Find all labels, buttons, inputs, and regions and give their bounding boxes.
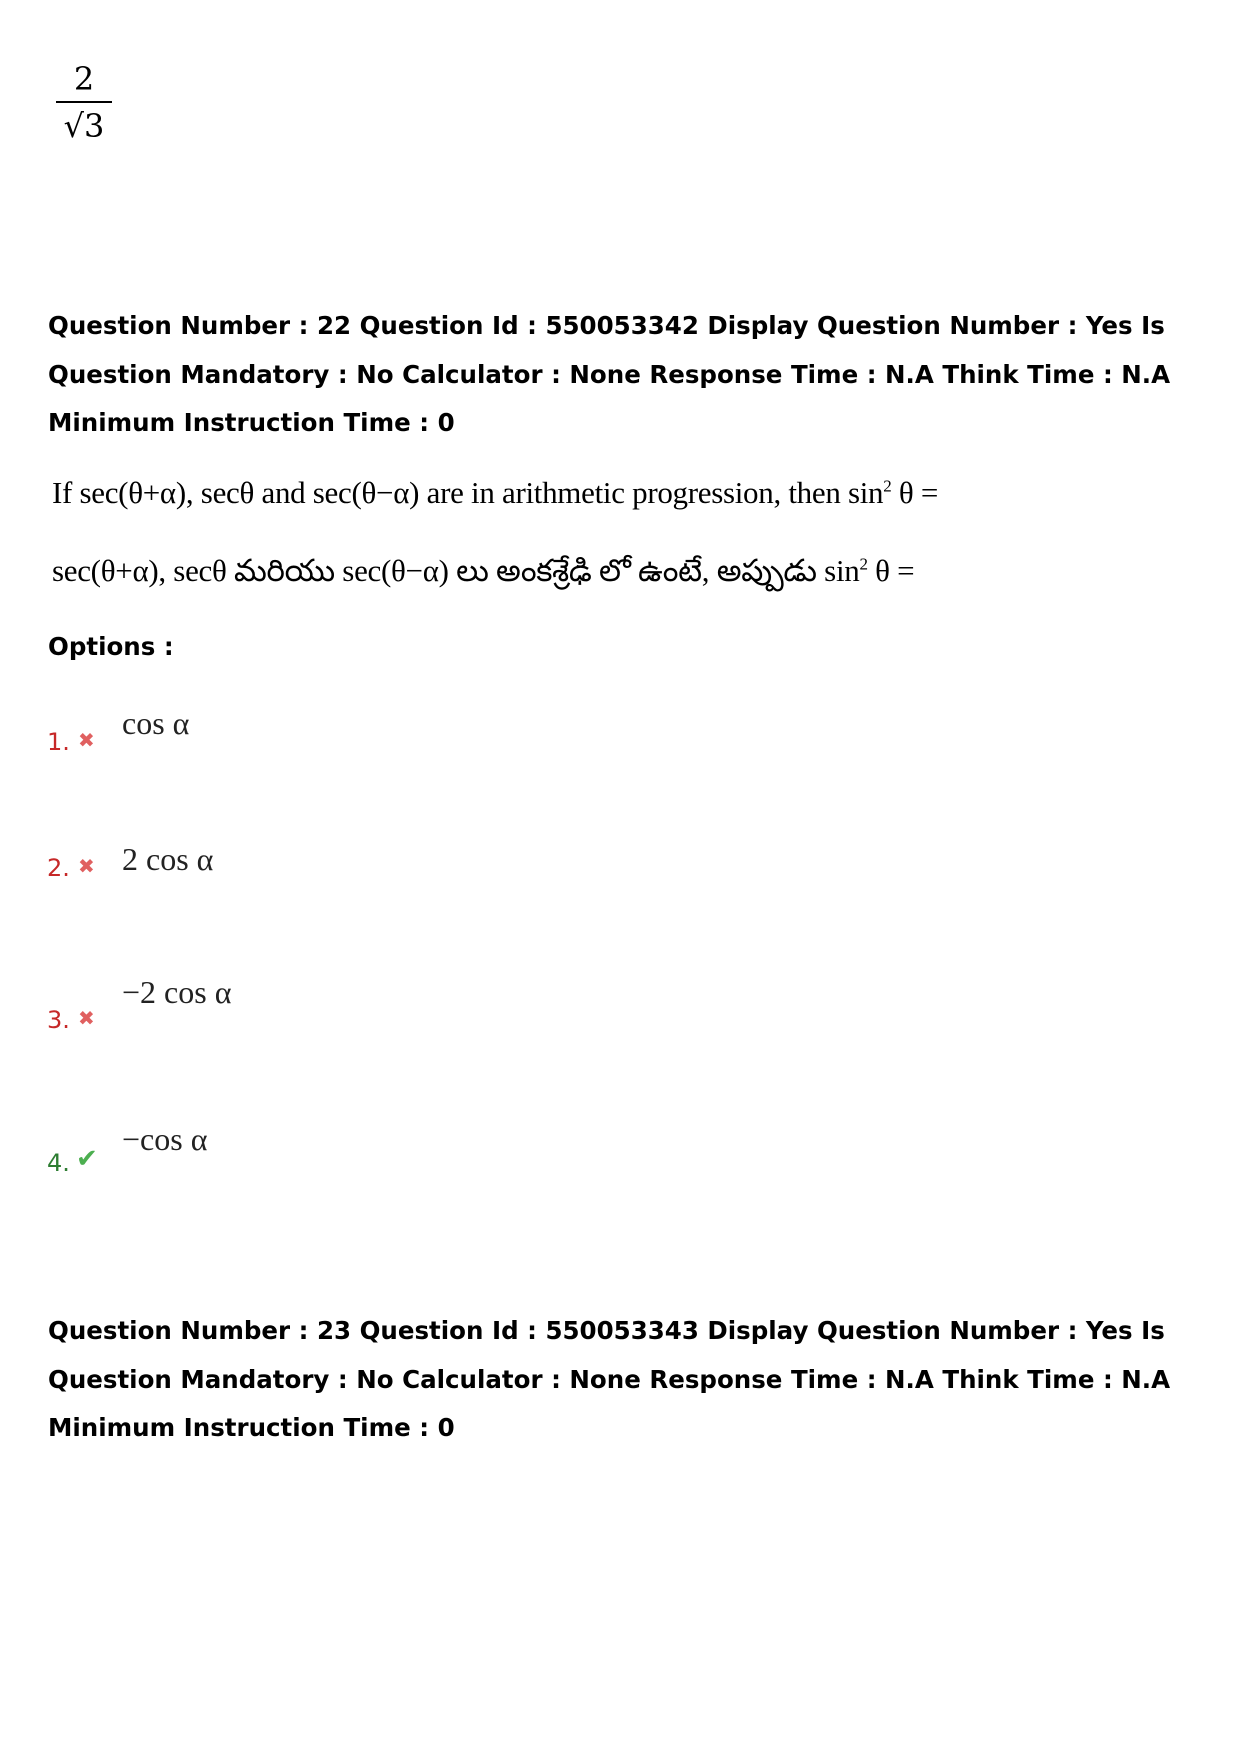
wrong-mark-icon: ✖ [78, 728, 95, 752]
options-label: Options : [48, 632, 174, 661]
option-1-expression: cos α [122, 705, 190, 741]
question-22-meta: Question Number : 22 Question Id : 550053342 Display Question Number : Yes Is Question Mandatory : No Calculator : None Response Time : N.A Think Time : N.A Minimum Instruction Time : 0 [48, 311, 1171, 437]
option-2-expression: 2 cos α [122, 841, 214, 877]
wrong-mark-icon: ✖ [78, 854, 95, 878]
fraction-denominator: √3 [63, 107, 105, 145]
option-2-number: 2. [47, 854, 70, 882]
wrong-mark-icon: ✖ [78, 1006, 95, 1030]
option-4-number: 4. [47, 1149, 70, 1177]
question-22-text-telugu: sec(θ+α), secθ మరియు sec(θ−α) లు అంకశ్రేఢి లో ఉంటే, అప్పుడు $\sin^2 \theta$ = [52, 553, 915, 588]
option-3-expression: −2 cos α [122, 974, 232, 1010]
question-22-text-english: If sec(θ+α), secθ and sec(θ−α) are in arithmetic progression, then $\sin^2 \theta$ = [52, 475, 939, 510]
fraction-numerator: 2 [73, 60, 95, 98]
option-4-expression: −cos α [122, 1121, 208, 1157]
check-mark-icon: ✔ [76, 1144, 98, 1174]
option-1-number: 1. [47, 728, 70, 756]
question-23-meta: Question Number : 23 Question Id : 550053343 Display Question Number : Yes Is Question Mandatory : No Calculator : None Response Time : N.A Think Time : N.A Minimum Instruction Time : 0 [48, 1316, 1171, 1442]
option-3-number: 3. [47, 1006, 70, 1034]
fraction-bar [56, 101, 112, 103]
previous-answer-fraction [56, 60, 112, 145]
